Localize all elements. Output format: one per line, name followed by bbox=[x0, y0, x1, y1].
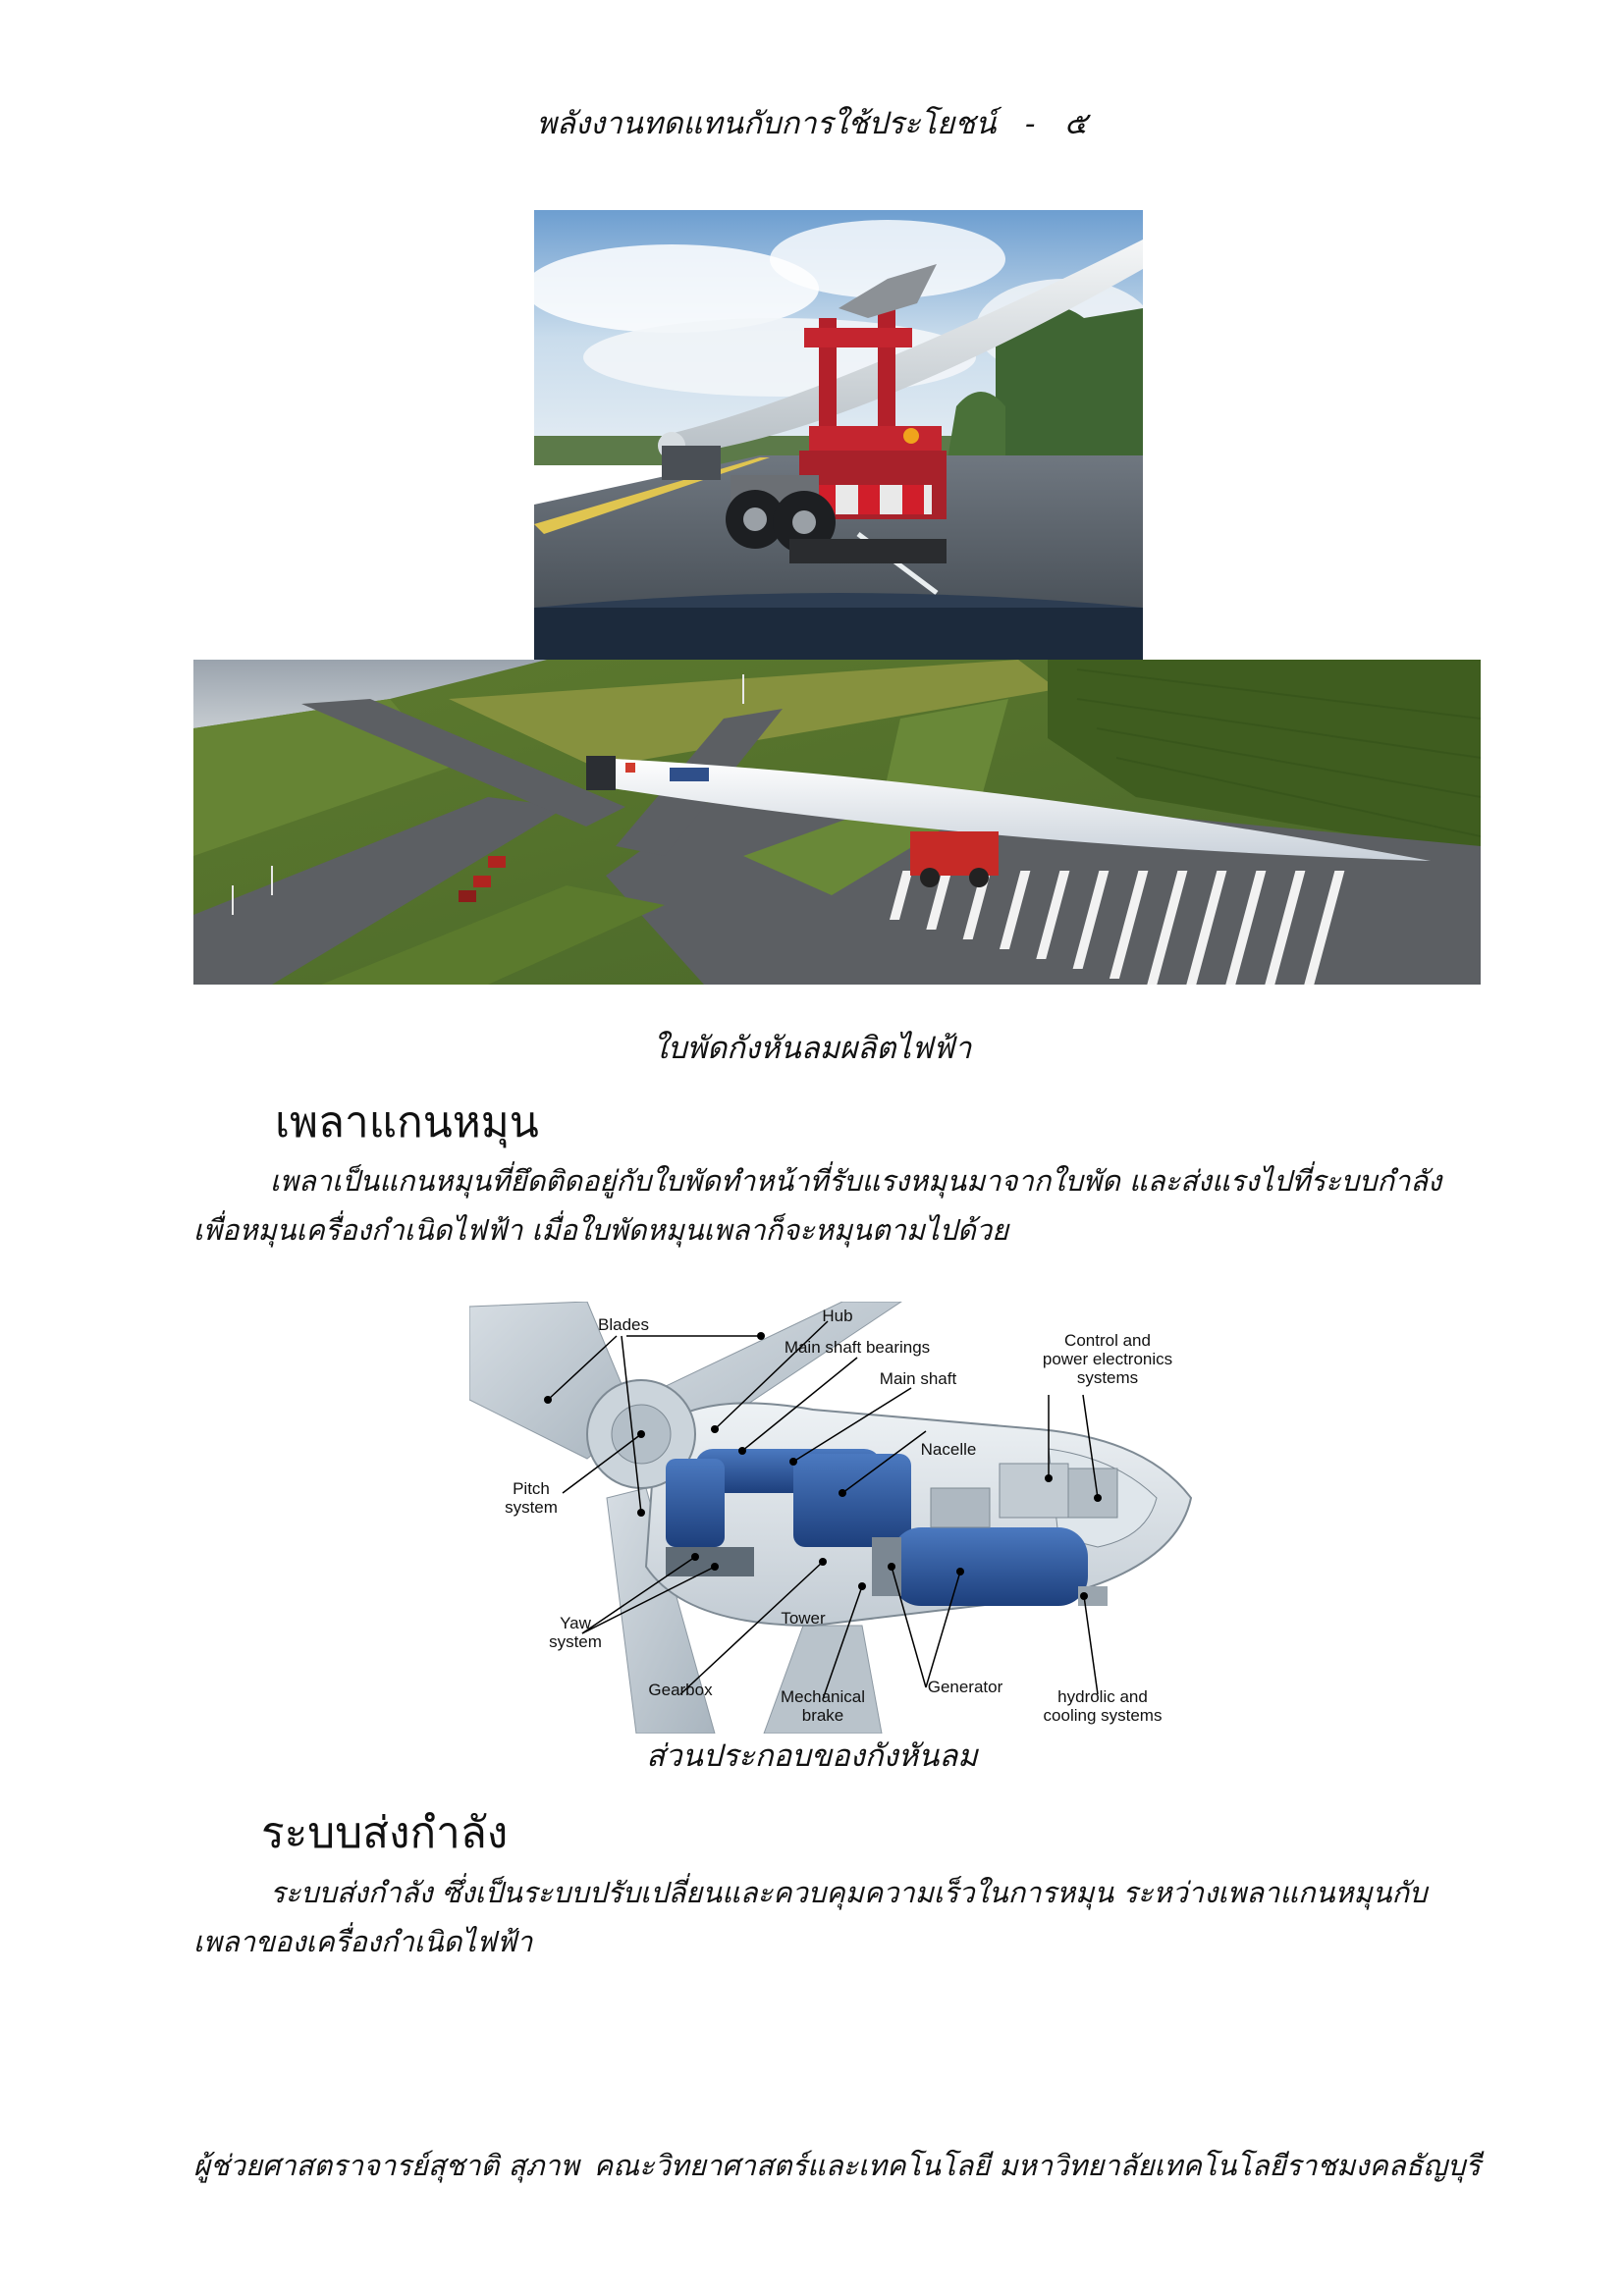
label-tower: Tower bbox=[781, 1609, 826, 1628]
label-main-shaft: Main shaft bbox=[879, 1369, 957, 1388]
header-title: พลังงานทดแทนกับการใช้ประโยชน์ bbox=[536, 106, 997, 141]
label-control-line1: Control and bbox=[1064, 1331, 1151, 1350]
photo-caption: ใบพัดกังหันลมผลิตไฟฟ้า bbox=[652, 1031, 972, 1066]
blade-transport-truck-photo bbox=[534, 210, 1143, 662]
label-yaw-line1: Yaw bbox=[560, 1614, 591, 1632]
label-nacelle: Nacelle bbox=[920, 1440, 977, 1459]
label-gearbox: Gearbox bbox=[648, 1681, 713, 1699]
section-paragraph-transmission: ระบบส่งกำลัง ซึ่งเป็นระบบปรับเปลี่ยนและควบคุมความเร็วในการหมุน ระหว่างเพลาแกนหมุนกับเพลาของเครื่องกำเนิดไฟฟ้า bbox=[193, 1876, 1428, 1958]
page-number: ๕ bbox=[1064, 106, 1088, 141]
label-pitch-line2: system bbox=[505, 1498, 558, 1517]
label-brake-line1: Mechanical bbox=[781, 1687, 865, 1706]
label-blades: Blades bbox=[598, 1315, 649, 1334]
label-hydrolic-line2: cooling systems bbox=[1043, 1706, 1163, 1725]
label-hub: Hub bbox=[822, 1307, 853, 1325]
turbine-components-diagram bbox=[469, 1302, 1204, 1734]
page-header bbox=[0, 98, 1624, 147]
label-pitch-line1: Pitch bbox=[513, 1479, 550, 1498]
section-paragraph-main-shaft: เพลาเป็นแกนหมุนที่ยึดติดอยู่กับใบพัดทำหน้าที่รับแรงหมุนมาจากใบพัด และส่งแรงไปที่ระบบกำลังเพื่อหมุนเครื่องกำเนิดไฟฟ้า เมื่อใบพัดหมุนเพลาก็จะหมุนตามไปด้วย bbox=[193, 1164, 1442, 1247]
label-main-shaft-bearings: Main shaft bearings bbox=[784, 1338, 931, 1357]
label-generator: Generator bbox=[927, 1678, 1003, 1696]
header-separator: - bbox=[1025, 106, 1036, 141]
label-brake-line2: brake bbox=[801, 1706, 844, 1725]
label-hydrolic-line1: hydrolic and bbox=[1057, 1687, 1148, 1706]
blade-intersection-aerial-photo bbox=[193, 660, 1481, 985]
label-control-line3: systems bbox=[1076, 1368, 1139, 1387]
footer-institution: คณะวิทยาศาสตร์และเทคโนโลยี มหาวิทยาลัยเทคโนโลยีราชมงคลธัญบุรี bbox=[593, 2149, 1481, 2182]
diagram-caption: ส่วนประกอบของกังหันลม bbox=[646, 1738, 978, 1774]
section-heading-main-shaft: เพลาแกนหมุน bbox=[275, 1097, 539, 1148]
label-control-line2: power electronics bbox=[1042, 1350, 1173, 1368]
label-yaw-line2: system bbox=[549, 1632, 602, 1651]
section-heading-transmission: ระบบส่งกำลัง bbox=[261, 1808, 509, 1858]
footer-author: ผู้ช่วยศาสตราจารย์สุชาติ สุภาพ bbox=[193, 2149, 579, 2182]
